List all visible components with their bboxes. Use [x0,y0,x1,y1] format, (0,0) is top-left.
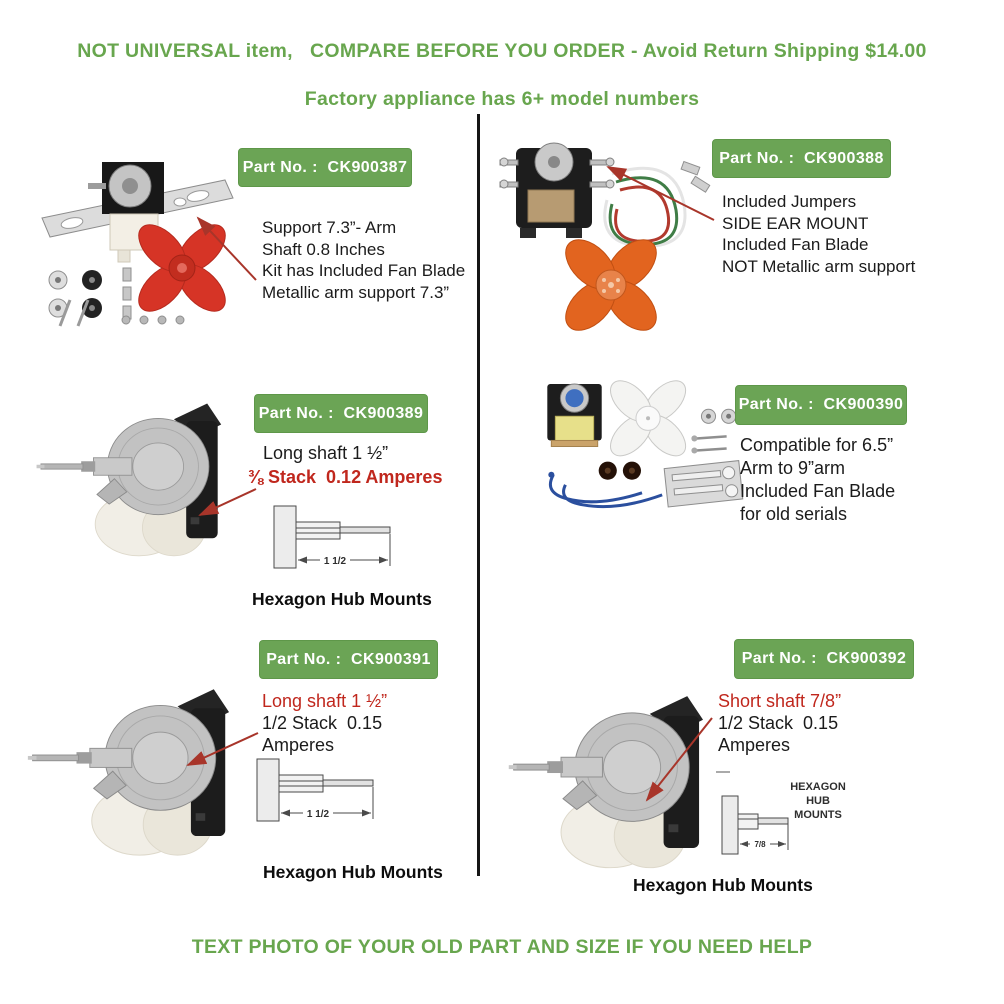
side-view-motor-long-shaft-illustration [28,689,229,855]
annotation-arrow-icon [600,160,720,226]
spec-line: Kit has Included Fan Blade [262,261,466,280]
amperes-spec-line: Amperes [262,735,335,755]
shaft-dimension-label: 1 1/2 [306,809,330,820]
motor-photo-ck900389 [28,386,228,561]
spec-line: Included Fan Blade [722,235,869,254]
spec-line: Arm to 9”arm [740,458,846,478]
shaft-dimension-label: 7/8 [754,840,766,849]
hexagon-hub-note-line: HUB [806,795,830,807]
hub-mount-diagram-ck900392 [700,758,860,858]
motor-kit-photo-ck900390 [535,378,747,514]
spec-line: Metallic arm support 7.3” [262,282,450,302]
spec-line: for old serials [740,504,848,524]
header-subtitle-text: Factory appliance has 6+ model numbers [304,88,700,110]
part-number-badge-ck900389: Part No. : CK900389 [254,394,428,433]
spec-list-ck900387 [262,217,465,303]
shaft-spec-line: Short shaft 7/8” [718,691,842,711]
hub-mount-caption: Hexagon Hub Mounts [252,589,432,609]
stack-amperes-spec-line: ⅜ Stack 0.12 Amperes [248,467,443,487]
hub-mount-caption: Hexagon Hub Mounts [633,875,813,895]
part-number-badge-ck900388: Part No. : CK900388 [712,139,891,178]
spec-line: Compatible for 6.5” [740,435,894,455]
hexagon-hub-note-line: HEXAGON [790,781,846,793]
shaft-spec-line: Long shaft 1 ½” [263,443,389,463]
header-warning-text: NOT UNIVERSAL item, COMPARE BEFORE YOU ORDER - Avoid Return Shipping $14.00 [77,40,927,62]
spec-line: Included Fan Blade [740,481,896,501]
spec-line: Included Jumpers [722,192,857,211]
hub-mount-diagram-ck900389 [270,504,402,584]
part-number-badge-ck900387: Part No. : CK900387 [238,148,412,187]
spec-line: Support 7.3”- Arm [262,218,397,237]
spec-line: SIDE EAR MOUNT [722,213,869,233]
spec-line: Shaft 0.8 Inches [262,239,385,259]
vertical-divider [477,114,480,876]
side-view-motor-long-shaft-illustration [37,404,222,556]
amperes-spec-line: Amperes [718,735,791,755]
spec-list-ck900390 [740,434,895,526]
hub-mount-diagram-ck900391 [253,757,385,837]
annotation-arrow-icon [193,482,263,522]
footer-help-text: TEXT PHOTO OF YOUR OLD PART AND SIZE IF YOU NEED HELP [191,936,813,958]
spec-line: NOT Metallic arm support [722,256,916,276]
shaft-dimension-label: 1 1/2 [323,556,347,567]
shaft-spec-line: Long shaft 1 ½” [262,691,388,711]
hexagon-hub-note-line: MOUNTS [794,809,842,821]
stack-spec-line: 1/2 Stack 0.15 [718,713,839,733]
part-number-badge-ck900392: Part No. : CK900392 [734,639,914,679]
stack-spec-line: 1/2 Stack 0.15 [262,713,383,733]
hub-mount-caption: Hexagon Hub Mounts [263,862,443,882]
part-number-badge-ck900391: Part No. : CK900391 [259,640,438,679]
motor-kit-illustration [547,378,742,507]
part-number-badge-ck900390: Part No. : CK900390 [735,385,907,425]
spec-list-ck900388 [722,191,915,277]
annotation-arrow-icon [191,211,263,289]
